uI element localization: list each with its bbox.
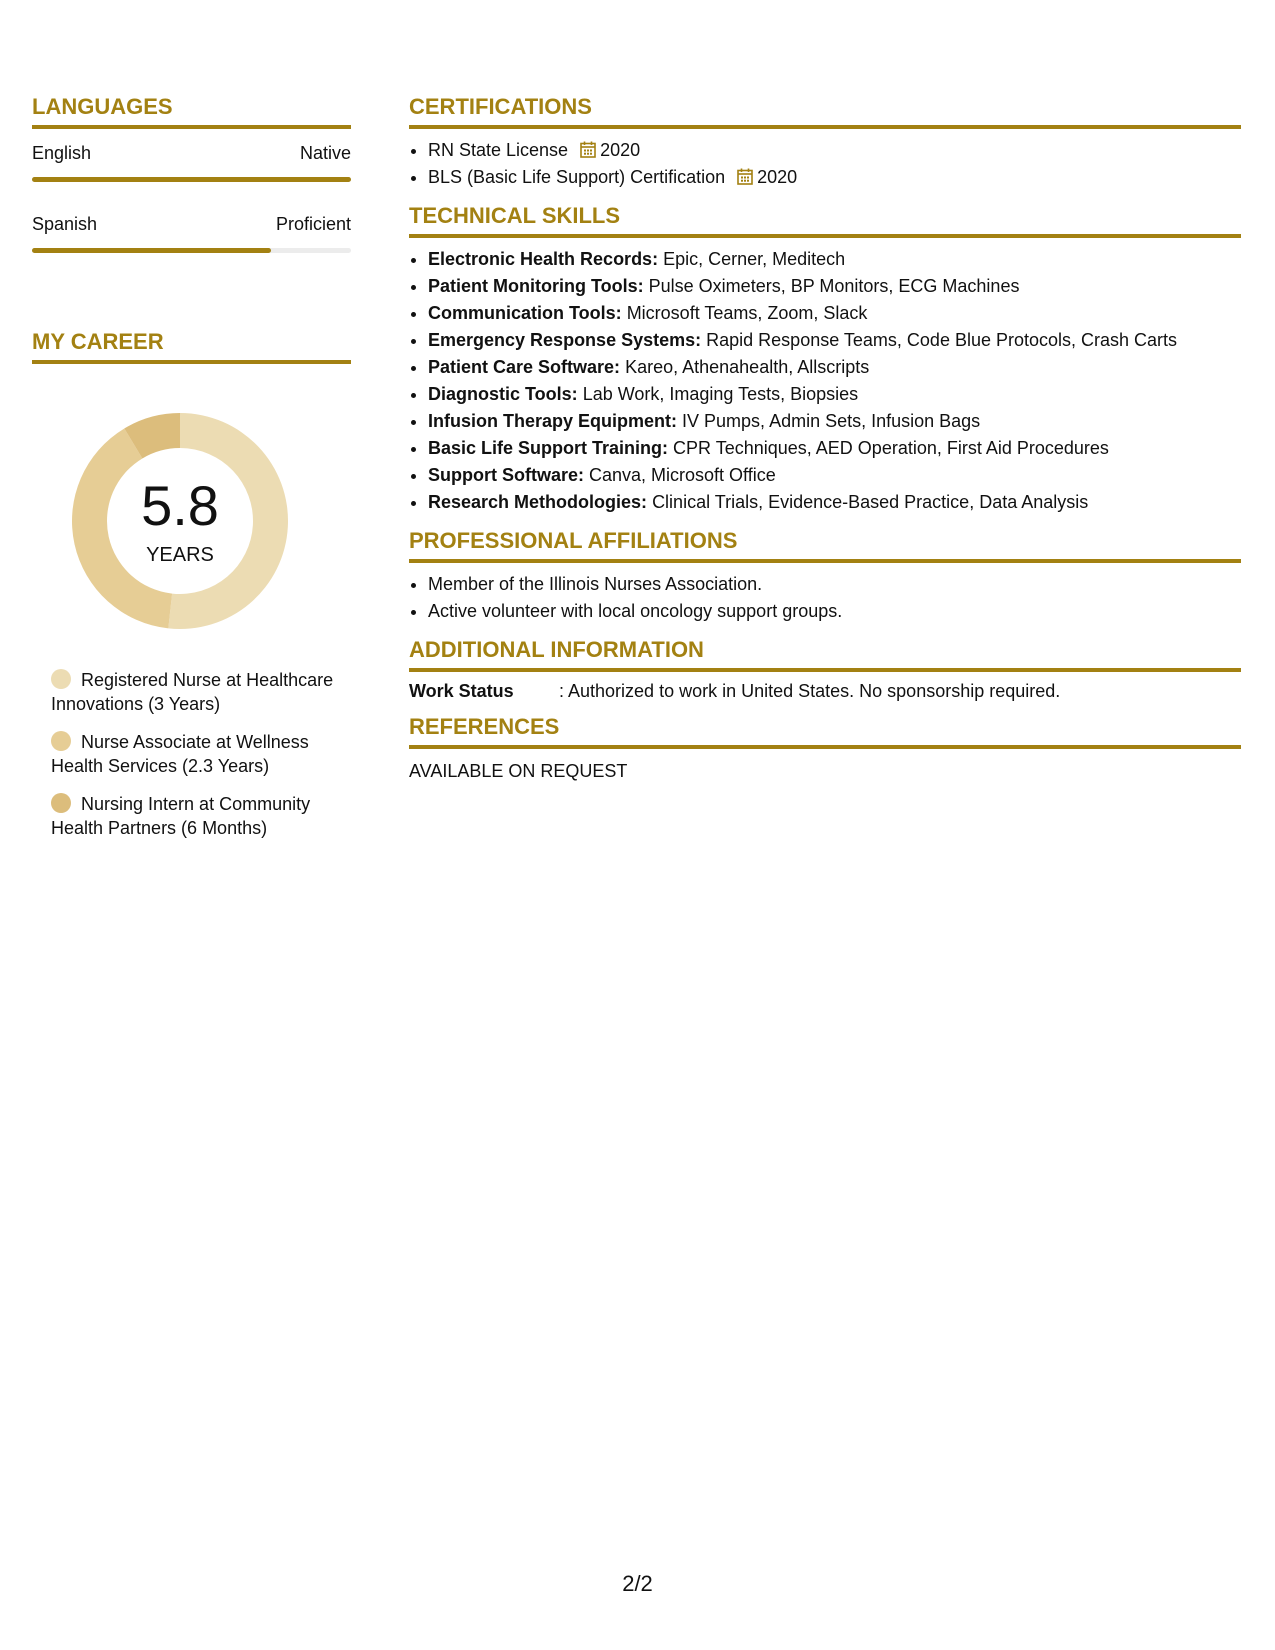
skill-item — [428, 408, 1241, 435]
affiliations-section — [409, 528, 1241, 625]
certification-name: BLS (Basic Life Support) Certification — [428, 167, 726, 187]
skill-value: Epic, Cerner, Meditech — [663, 249, 846, 269]
skill-value: Pulse Oximeters, BP Monitors, ECG Machines — [648, 276, 1020, 296]
work-status-label: Work Status — [409, 681, 514, 701]
language-level: Native — [299, 143, 351, 163]
language-bar-fill — [32, 248, 271, 253]
language-item — [32, 143, 351, 182]
skill-item — [428, 435, 1241, 462]
language-bar — [32, 248, 351, 253]
language-name: Spanish — [32, 214, 98, 234]
right-column — [409, 94, 1241, 782]
certifications-title: CERTIFICATIONS — [409, 94, 1241, 129]
skills-title: TECHNICAL SKILLS — [409, 203, 1241, 238]
certification-name: RN State License — [428, 140, 569, 160]
references-text: AVAILABLE ON REQUEST — [409, 761, 628, 781]
skill-label: Patient Care Software: — [428, 357, 621, 377]
skill-item — [428, 489, 1241, 516]
work-status-value: : Authorized to work in United States. No sponsorship required. — [559, 681, 1061, 701]
skill-label: Patient Monitoring Tools: — [428, 276, 644, 296]
skill-item — [428, 246, 1241, 273]
references-section — [409, 714, 1241, 782]
career-legend-label: Nurse Associate at Wellness Health Services (2.3 Years) — [51, 732, 309, 776]
skill-label: Electronic Health Records: — [428, 249, 659, 269]
additional-info-section — [409, 637, 1241, 702]
certification-item — [428, 164, 1241, 191]
career-legend-label: Nursing Intern at Community Health Partners (6 Months) — [51, 794, 311, 838]
language-name: English — [32, 143, 92, 163]
additional-info-title: ADDITIONAL INFORMATION — [409, 637, 1241, 672]
skill-item — [428, 462, 1241, 489]
skill-value: Lab Work, Imaging Tests, Biopsies — [582, 384, 859, 404]
certifications-section — [409, 94, 1241, 191]
page-number: 2/2 — [622, 1571, 653, 1596]
legend-dot — [51, 669, 71, 689]
career-legend-item — [51, 668, 351, 716]
career-title: MY CAREER — [32, 329, 351, 364]
language-level: Proficient — [275, 214, 351, 234]
languages-title: LANGUAGES — [32, 94, 351, 129]
skill-item — [428, 273, 1241, 300]
skill-item — [428, 327, 1241, 354]
skill-item — [428, 300, 1241, 327]
certification-year: 2020 — [600, 140, 641, 160]
skill-value: Clinical Trials, Evidence-Based Practice, Data Analysis — [652, 492, 1089, 512]
career-legend-item — [51, 730, 351, 778]
skill-label: Support Software: — [428, 465, 584, 485]
skill-label: Infusion Therapy Equipment: — [428, 411, 678, 431]
legend-dot — [51, 793, 71, 813]
skill-value: Rapid Response Teams, Code Blue Protocols, Crash Carts — [706, 330, 1178, 350]
career-legend-label: Registered Nurse at Healthcare Innovations (3 Years) — [51, 670, 334, 714]
career-legend-item — [51, 792, 351, 840]
skill-label: Emergency Response Systems: — [428, 330, 702, 350]
skill-value: CPR Techniques, AED Operation, First Aid Procedures — [673, 438, 1109, 458]
skills-section — [409, 203, 1241, 516]
skill-label: Communication Tools: — [428, 303, 622, 323]
skill-item — [428, 354, 1241, 381]
language-bar-fill — [32, 177, 351, 182]
career-total: 5.8 — [141, 474, 219, 537]
skill-label: Research Methodologies: — [428, 492, 648, 512]
languages-section — [32, 94, 351, 253]
references-title: REFERENCES — [409, 714, 1241, 749]
affiliation-item: • Active volunteer with local oncology support groups. — [428, 598, 1241, 625]
certification-item — [428, 137, 1241, 164]
skill-value: Microsoft Teams, Zoom, Slack — [626, 303, 868, 323]
career-section — [32, 329, 351, 840]
skill-item — [428, 381, 1241, 408]
career-legend — [51, 668, 351, 840]
career-unit: YEARS — [146, 544, 214, 566]
language-item — [32, 214, 351, 253]
work-status-row — [409, 681, 1241, 702]
affiliations-title: PROFESSIONAL AFFILIATIONS — [409, 528, 1241, 563]
skill-label: Diagnostic Tools: — [428, 384, 578, 404]
language-bar — [32, 177, 351, 182]
calendar-icon — [580, 141, 596, 158]
legend-dot — [51, 731, 71, 751]
skill-value: Kareo, Athenahealth, Allscripts — [625, 357, 870, 377]
skill-label: Basic Life Support Training: — [428, 438, 669, 458]
skill-value: IV Pumps, Admin Sets, Infusion Bags — [682, 411, 981, 431]
career-donut-chart — [67, 408, 293, 634]
left-column — [32, 94, 351, 854]
affiliation-item: • Member of the Illinois Nurses Association. — [428, 571, 1241, 598]
certification-year: 2020 — [757, 167, 798, 187]
calendar-icon — [737, 168, 753, 185]
skill-value: Canva, Microsoft Office — [589, 465, 776, 485]
